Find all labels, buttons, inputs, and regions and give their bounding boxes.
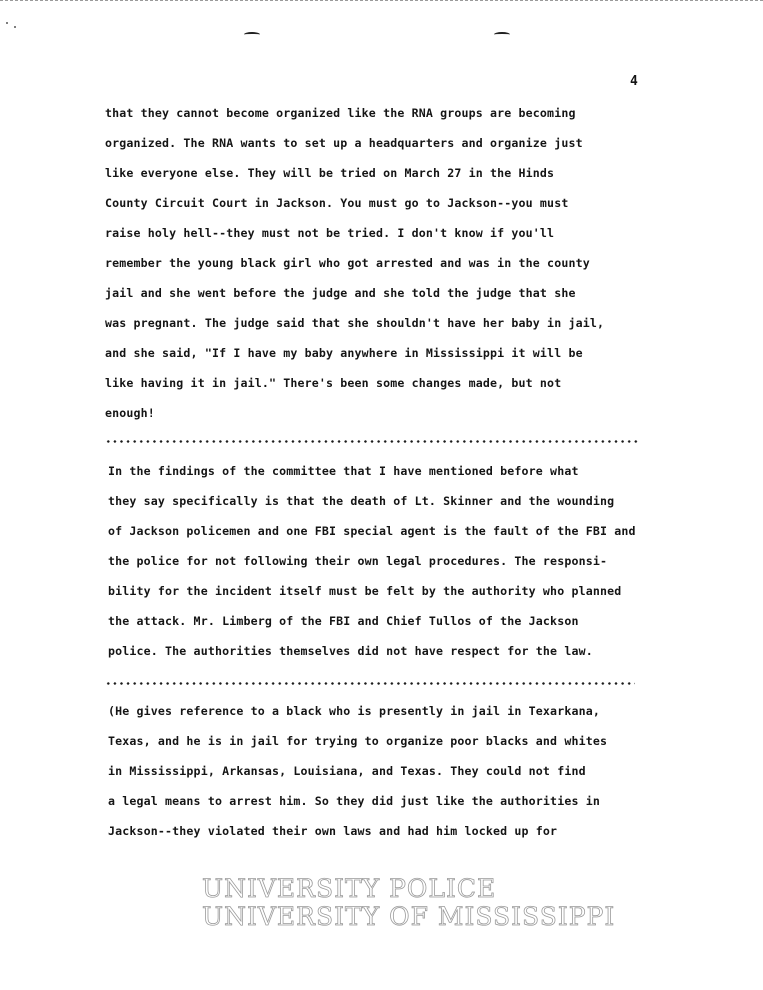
text-line: they say specifically is that the death of Lt. Skinner and the wounding bbox=[108, 494, 615, 508]
text-line: raise holy hell--they must not be tried. I don't know if you'll bbox=[105, 226, 555, 240]
scan-speck bbox=[6, 22, 8, 24]
text-line: like having it in jail." There's been some changes made, but not bbox=[105, 376, 562, 390]
text-line: and she said, "If I have my baby anywhere in Mississippi it will be bbox=[105, 346, 583, 360]
text-line: in Mississippi, Arkansas, Louisiana, and Texas. They could not find bbox=[108, 764, 586, 778]
text-line: bility for the incident itself must be felt by the authority who planned bbox=[108, 584, 622, 598]
scan-speck bbox=[14, 26, 16, 28]
text-line: a legal means to arrest him. So they did just like the authorities in bbox=[108, 794, 600, 808]
dotted-separator bbox=[105, 440, 640, 443]
text-line: In the findings of the committee that I have mentioned before what bbox=[108, 464, 579, 478]
text-line: the police for not following their own legal procedures. The responsi- bbox=[108, 554, 608, 568]
text-line: Jackson--they violated their own laws and had him locked up for bbox=[108, 824, 558, 838]
page-number: 4 bbox=[630, 74, 638, 89]
dotted-separator bbox=[105, 682, 635, 685]
text-line: police. The authorities themselves did not have respect for the law. bbox=[108, 644, 593, 658]
text-line: Texas, and he is in jail for trying to organize poor blacks and whites bbox=[108, 734, 608, 748]
binder-mark-right bbox=[494, 32, 510, 37]
text-line: of Jackson policemen and one FBI special agent is the fault of the FBI and bbox=[108, 524, 636, 538]
text-line: that they cannot become organized like the RNA groups are becoming bbox=[105, 106, 576, 120]
text-line: jail and she went before the judge and she told the judge that she bbox=[105, 286, 576, 300]
binder-mark-left bbox=[244, 32, 260, 37]
university-police-stamp-line2: UNIVERSITY OF MISSISSIPPI bbox=[202, 902, 616, 931]
text-line: like everyone else. They will be tried on March 27 in the Hinds bbox=[105, 166, 555, 180]
text-line: was pregnant. The judge said that she shouldn't have her baby in jail, bbox=[105, 316, 605, 330]
text-line: County Circuit Court in Jackson. You must go to Jackson--you must bbox=[105, 196, 569, 210]
text-line: (He gives reference to a black who is presently in jail in Texarkana, bbox=[108, 704, 600, 718]
text-line: the attack. Mr. Limberg of the FBI and Chief Tullos of the Jackson bbox=[108, 614, 579, 628]
university-police-stamp-line1: UNIVERSITY POLICE bbox=[202, 874, 497, 903]
page-top-border bbox=[0, 0, 763, 4]
text-line: enough! bbox=[105, 406, 155, 420]
text-line: organized. The RNA wants to set up a headquarters and organize just bbox=[105, 136, 583, 150]
text-line: remember the young black girl who got arrested and was in the county bbox=[105, 256, 590, 270]
